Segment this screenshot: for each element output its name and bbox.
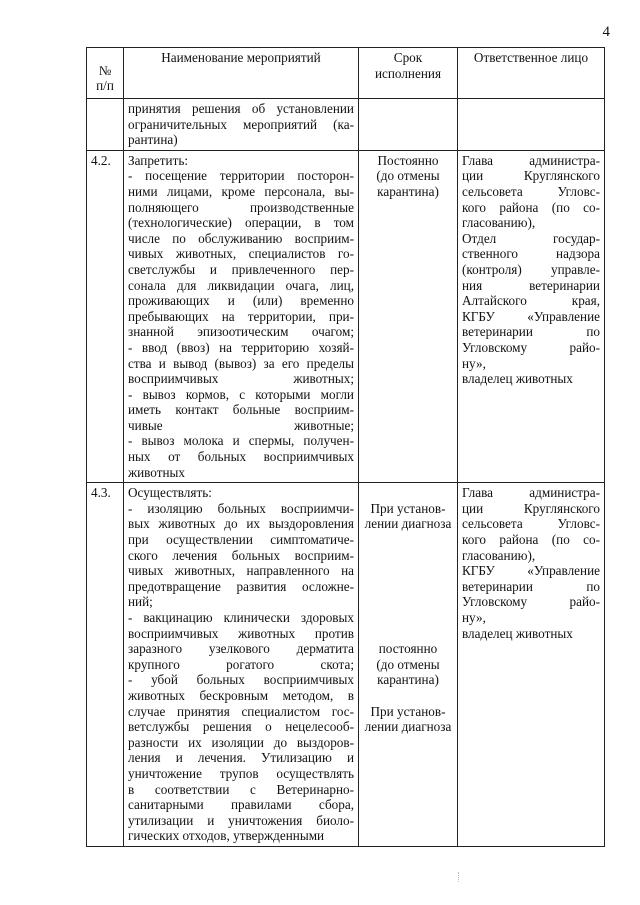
text-line: ветеринарии по — [462, 578, 600, 594]
text-line: светслужбы и привлеченного пер- — [128, 261, 354, 277]
text-line: гласованию), — [462, 215, 536, 231]
text-line: владелец животных — [462, 371, 573, 387]
table-row — [87, 99, 605, 151]
text-line: КГБУ «Управление — [462, 308, 600, 324]
header-term: Срок исполнения — [359, 48, 458, 99]
text-line: животных — [128, 464, 185, 480]
text-line: ограничительных мероприятий (ка- — [128, 116, 354, 132]
header-responsible: Ответственное лицо — [458, 48, 605, 99]
text-line: Глава администра- — [462, 152, 600, 168]
text-line: санитарными правилами сбора, — [128, 797, 354, 813]
text-line: ну», — [462, 610, 486, 625]
table-header-row — [87, 48, 605, 99]
text-line: иметь контакт больные восприим- — [128, 402, 354, 418]
row-number — [87, 99, 124, 151]
text-line — [363, 610, 453, 626]
text-line: знанной эпизоотическим очагом; — [128, 324, 354, 340]
text-line: (технологические) операции, в том — [128, 215, 354, 231]
text-line: - вывоз кормов, с которыми могли — [128, 386, 354, 402]
text-line: чивых животных, специалистов го- — [128, 246, 354, 262]
text-line: лении диагноза — [364, 516, 452, 532]
text-line: лении диагноза — [364, 719, 452, 735]
text-line: предотвращение развития осложне- — [128, 578, 354, 594]
text-line: принятия решения об установлении — [128, 101, 354, 116]
row-number: 4.3. — [87, 483, 124, 847]
text-line: кого района (по со- — [462, 532, 600, 548]
text-line: ных от больных восприимчивых — [128, 449, 354, 465]
text-line: рантина) — [128, 132, 178, 148]
measure-name — [124, 483, 359, 847]
scan-mark — [458, 872, 460, 882]
text-line: восприимчивых животных; — [128, 371, 354, 387]
text-line: животных бескровным методом, в — [128, 687, 354, 703]
text-line — [363, 594, 453, 610]
text-line: Постоянно — [377, 152, 439, 168]
header-name: Наименование мероприятий — [124, 48, 359, 99]
text-line: - посещение территории посторон- — [128, 168, 354, 184]
text-line: ними лицами, кроме персонала, вы- — [128, 183, 354, 199]
text-line: чивых животных, направленного на — [128, 563, 354, 579]
header-num: № п/п — [87, 48, 124, 99]
table-row — [87, 150, 605, 482]
text-line — [363, 626, 453, 642]
text-line: ний; — [128, 594, 153, 610]
text-line: ского лечения больных восприим- — [128, 547, 354, 563]
text-line: Алтайского края, — [462, 293, 600, 309]
text-line: Запретить: — [128, 152, 189, 168]
text-line: карантина) — [377, 672, 439, 688]
text-line: заразного узелкового дерматита — [128, 641, 354, 657]
text-line — [363, 532, 453, 548]
text-line: сельсовета Угловс- — [462, 516, 600, 532]
text-line: ции Круглянского — [462, 168, 600, 184]
responsible-person — [458, 99, 605, 151]
text-line: при осуществлении симптоматиче- — [128, 532, 354, 548]
text-line: карантина) — [377, 183, 439, 199]
text-line — [363, 548, 453, 564]
table-row — [87, 483, 605, 847]
text-line: ветслужбы решения о нецелесооб- — [128, 719, 354, 735]
text-line: ветеринарии по — [462, 324, 600, 340]
text-line: вых животных до их выздоровления — [128, 516, 354, 532]
text-line: гических отходов, утвержденными — [128, 828, 325, 844]
text-line: - вывоз молока и спермы, получен- — [128, 433, 354, 449]
text-line: При установ- — [370, 500, 446, 516]
text-line: в соответствии с Ветеринарно- — [128, 781, 354, 797]
text-line: ния ветеринарии — [462, 277, 600, 293]
text-line: Отдел государ- — [462, 230, 600, 246]
text-line: числе по обслуживанию восприим- — [128, 230, 354, 246]
text-line: (контроля) управле- — [462, 261, 600, 277]
text-line: проживающих и (или) временно — [128, 293, 354, 309]
row-number: 4.2. — [87, 150, 124, 482]
text-line: При установ- — [370, 703, 446, 719]
responsible-person — [458, 483, 605, 847]
text-line: крупного рогатого скота; — [128, 656, 354, 672]
text-line: гласованию), — [462, 547, 536, 563]
text-line: уничтожение трупов осуществлять — [128, 765, 354, 781]
text-line: - вакцинацию клинически здоровых — [128, 610, 354, 625]
text-line: разности их изоляции до выздоров- — [128, 734, 354, 750]
text-line: случае принятия специалистом гос- — [128, 703, 354, 719]
text-line: КГБУ «Управление — [462, 563, 600, 579]
text-line: кого района (по со- — [462, 199, 600, 215]
measures-table — [86, 47, 605, 847]
text-line: чивые животные; — [128, 417, 354, 433]
text-line: пребывающих на территории, при- — [128, 308, 354, 324]
text-line: владелец животных — [462, 625, 573, 641]
measure-term — [359, 99, 458, 151]
text-line: ственного надзора — [462, 246, 600, 262]
text-line: сельсовета Угловс- — [462, 183, 600, 199]
measure-name — [124, 150, 359, 482]
text-line — [363, 688, 453, 704]
measure-name — [124, 99, 359, 151]
text-line: сонала для ликвидации очага, лиц, — [128, 277, 354, 293]
text-line: Осуществлять: — [128, 485, 212, 501]
text-line: Глава администра- — [462, 485, 600, 501]
text-line: (до отмены — [376, 168, 440, 184]
text-line: Угловскому райо- — [462, 339, 600, 355]
measure-term — [359, 150, 458, 482]
responsible-person — [458, 150, 605, 482]
text-line: (до отмены — [376, 656, 440, 672]
text-line: ну», — [462, 355, 486, 371]
text-line: восприимчивых животных против — [128, 625, 354, 641]
text-line: - убой больных восприимчивых — [128, 672, 354, 688]
text-line — [363, 579, 453, 595]
page-number: 4 — [602, 24, 610, 40]
text-line: постоянно — [378, 641, 438, 657]
text-line: полняющего производственные — [128, 199, 354, 215]
text-line: - ввод (ввоз) на территорию хозяй- — [128, 339, 354, 355]
text-line: ства и вывод (вывоз) за его пределы — [128, 355, 354, 371]
measure-term — [359, 483, 458, 847]
text-line: Угловскому райо- — [462, 594, 600, 610]
text-line: ления и лечения. Утилизацию и — [128, 750, 354, 766]
text-line — [363, 485, 453, 501]
text-line — [363, 563, 453, 579]
text-line: утилизации и уничтожения биоло- — [128, 812, 354, 828]
text-line: - изоляцию больных восприимчи- — [128, 500, 354, 516]
text-line: ции Круглянского — [462, 500, 600, 516]
